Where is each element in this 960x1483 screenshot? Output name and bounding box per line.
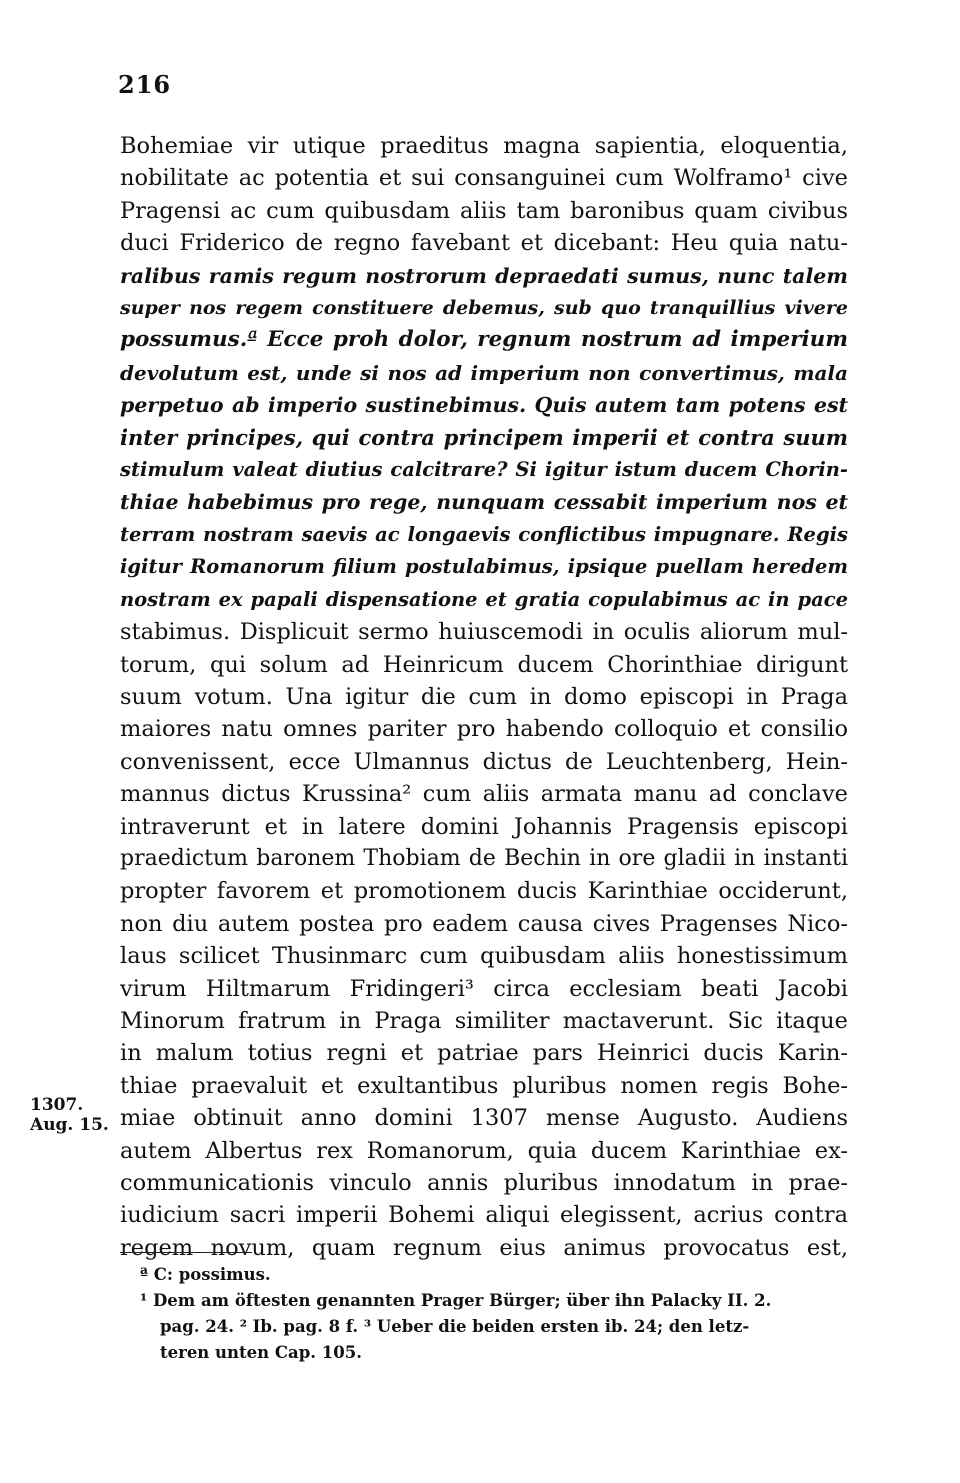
text-line: devolutum est, unde si nos ad imperium non convertimus, mala xyxy=(120,360,848,385)
text-line: regem novum, quam regnum eius animus provocatus est, xyxy=(120,1234,848,1261)
text-line: possumus.ª Ecce proh dolor, regnum nostrum ad imperium xyxy=(120,327,848,353)
text-line: super nos regem constituere debemus, sub quo tranquillius vivere xyxy=(120,297,848,320)
margin-note-date: Aug. 15. xyxy=(30,1115,109,1135)
text-line: Pragensi ac cum quibusdam aliis tam baronibus quam civibus xyxy=(120,197,848,224)
text-line: duci Friderico de regno favebant et dicebant: Heu quia natu- xyxy=(120,230,848,257)
footnote-a: ª C: possimus. xyxy=(140,1265,271,1284)
text-line: nostram ex papali dispensatione et gratia copulabimus ac in pace xyxy=(120,587,848,611)
text-line: propter favorem et promotionem ducis Karinthiae occiderunt, xyxy=(120,878,848,905)
text-line: laus scilicet Thusinmarc cum quibusdam aliis honestissimum xyxy=(120,943,848,970)
text-line: miae obtinuit anno domini 1307 mense Augusto. Audiens xyxy=(120,1105,848,1132)
text-line: suum votum. Una igitur die cum in domo episcopi in Praga xyxy=(120,683,848,710)
text-line: iudicium sacri imperii Bohemi aliqui elegissent, acrius contra xyxy=(120,1202,848,1229)
text-line: intraverunt et in latere domini Johannis Pragensis episcopi xyxy=(120,813,848,840)
text-line: maiores natu omnes pariter pro habendo colloquio et consilio xyxy=(120,716,848,743)
text-line: convenissent, ecce Ulmannus dictus de Leuchtenberg, Hein- xyxy=(120,748,848,775)
text-line: non diu autem postea pro eadem causa cives Pragenses Nico- xyxy=(120,910,848,937)
text-line: thiae habebimus pro rege, nunquam cessabit imperium nos et xyxy=(120,490,848,515)
text-line: mannus dictus Krussina² cum aliis armata manu ad conclave xyxy=(120,781,848,808)
text-line: autem Albertus rex Romanorum, quia ducem Karinthiae ex- xyxy=(120,1137,848,1164)
text-line: torum, qui solum ad Heinricum ducem Chorinthiae dirigunt xyxy=(120,651,848,678)
text-line: inter principes, qui contra principem imperii et contra suum xyxy=(120,424,848,450)
footnote-separator xyxy=(120,1252,252,1253)
footnote-1-continued: pag. 24. ² Ib. pag. 8 f. ³ Ueber die beiden ersten ib. 24; den letz- xyxy=(160,1317,750,1336)
text-line: praedictum baronem Thobiam de Bechin in ore gladii in instanti xyxy=(120,845,848,871)
footnotes xyxy=(140,1262,850,1366)
text-line: igitur Romanorum filium postulabimus, ipsique puellam heredem xyxy=(120,555,848,579)
text-line: thiae praevaluit et exultantibus pluribus nomen regis Bohe- xyxy=(120,1072,848,1099)
text-line: Bohemiae vir utique praeditus magna sapientia, eloquentia, xyxy=(120,133,848,159)
page-number: 216 xyxy=(118,70,172,99)
main-text xyxy=(120,130,848,1264)
footnote-3-continued: teren unten Cap. 105. xyxy=(160,1343,362,1362)
text-line: perpetuo ab imperio sustinebimus. Quis autem tam potens est xyxy=(120,393,848,418)
text-line: stabimus. Displicuit sermo huiuscemodi in oculis aliorum mul- xyxy=(120,619,848,646)
text-line: terram nostram saevis ac longaevis conflictibus impugnare. Regis xyxy=(120,522,848,546)
text-line: communicationis vinculo annis pluribus innodatum in prae- xyxy=(120,1170,848,1196)
text-line: virum Hiltmarum Fridingeri³ circa ecclesiam beati Jacobi xyxy=(120,975,848,1002)
text-line: nobilitate ac potentia et sui consanguinei cum Wolframo¹ cive xyxy=(120,165,848,192)
margin-note-year: 1307. xyxy=(30,1095,84,1115)
text-line: in malum totius regni et patriae pars Heinrici ducis Karin- xyxy=(120,1040,848,1067)
text-line: Minorum fratrum in Praga similiter mactaverunt. Sic itaque xyxy=(120,1007,848,1034)
footnote-1: ¹ Dem am öftesten genannten Prager Bürger; über ihn Palacky II. 2. xyxy=(140,1291,772,1310)
text-line: stimulum valeat diutius calcitrare? Si igitur istum ducem Chorin- xyxy=(120,458,848,482)
text-line: ralibus ramis regum nostrorum depraedati sumus, nunc talem xyxy=(120,263,848,288)
